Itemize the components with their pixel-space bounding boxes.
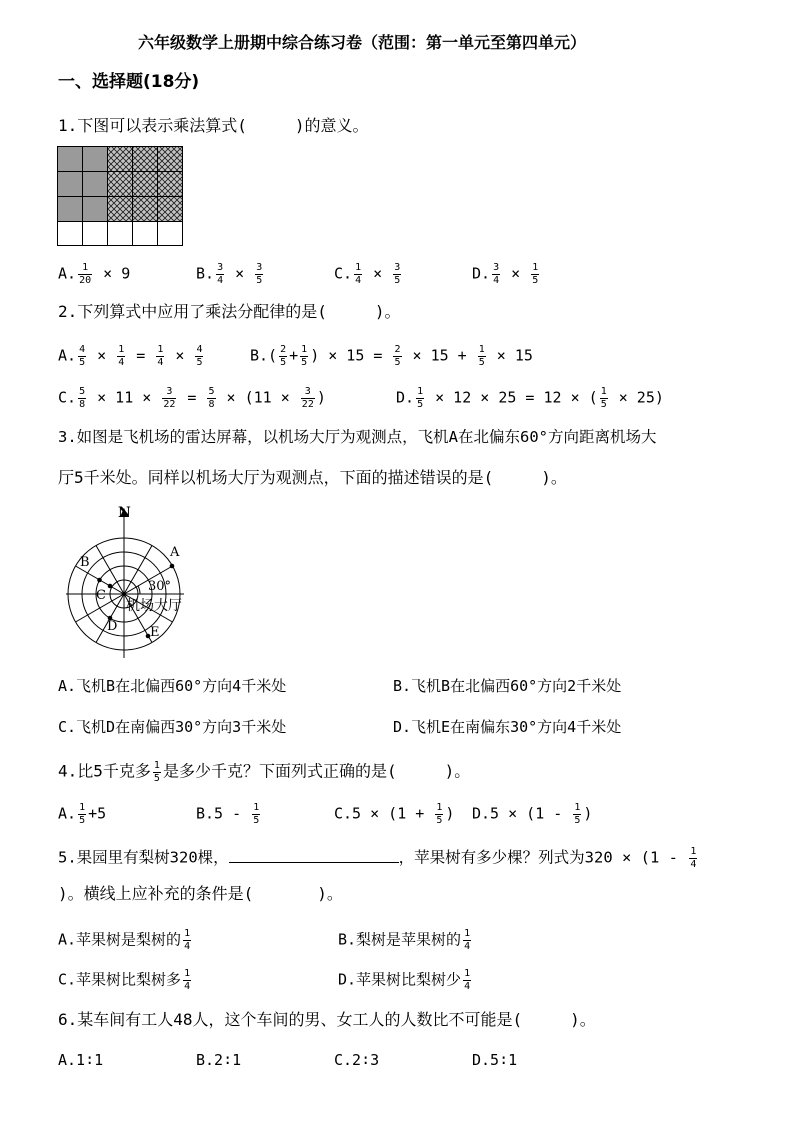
section-heading-choice: 一、选择题(18分) [58,72,200,92]
text-segment: A. [58,264,77,283]
fraction-denominator: 4 [355,274,362,286]
figure-label-c: C [96,588,106,603]
fraction-numerator: 1 [184,928,191,939]
fraction [78,344,86,368]
fraction-denominator: 5 [253,814,260,826]
text-segment: D. [472,264,491,283]
fraction [435,802,443,826]
question-3-stem-line2: 厅5千米处。同样以机场大厅为观测点，下面的描述错误的是( )。 [58,468,567,487]
fraction [600,386,608,410]
text-segment: 是多少千克？下面列式正确的是( )。 [162,761,471,781]
text-segment: C. [58,388,77,407]
question-5-stem-line1 [58,846,699,870]
fraction [216,262,224,286]
fraction-numerator: 1 [600,386,607,397]
text-segment: ) [445,804,455,823]
fraction-numerator: 1 [79,802,86,813]
question-1-option-b[interactable] [196,262,265,286]
fraction [300,344,308,368]
text-segment: × [166,346,194,365]
text-segment: +5 [88,804,107,823]
text-segment: × 15 [487,346,533,365]
text-segment: D. [396,388,415,407]
fraction-numerator: 1 [464,928,471,939]
fraction-numerator: 3 [162,386,176,399]
text-segment: B.5 - [196,804,251,823]
text-segment: C. [334,264,353,283]
question-6-option-d[interactable]: D.5∶1 [472,1051,518,1069]
fraction-numerator: 1 [184,968,191,979]
text-segment: ) × 15 = [310,346,392,365]
question-4-option-b[interactable] [196,802,262,826]
fraction-numerator: 5 [208,386,215,397]
fraction [463,928,471,952]
fraction-numerator: 1 [690,846,697,857]
fraction-denominator: 5 [79,814,86,826]
text-segment: B.梨树是苹果树的 [338,930,462,949]
fraction-denominator: 8 [79,398,86,410]
fraction-denominator: 20 [79,274,92,286]
fraction [78,386,86,410]
text-segment: × (11 × [217,388,299,407]
fraction-numerator: 2 [394,344,401,355]
question-5-option-b[interactable] [338,928,473,952]
fraction-numerator: 1 [301,344,308,355]
question-1-stem: 1.下图可以表示乘法算式( )的意义。 [58,116,369,135]
fraction-denominator: 4 [217,274,224,286]
fraction-denominator: 4 [118,356,125,368]
fraction [207,386,215,410]
text-segment: A. [58,346,77,365]
fraction-denominator: 5 [574,814,581,826]
figure-label-b: B [80,555,90,570]
fraction-denominator: 4 [157,356,164,368]
fraction [393,344,401,368]
fraction [117,344,125,368]
text-segment: A. [58,804,77,823]
fraction-denominator: 4 [184,980,191,992]
figure-hall-label: 机场大厅 [126,598,182,614]
question-6-option-c[interactable]: C.2∶3 [334,1051,380,1069]
question-1-option-c[interactable] [334,262,403,286]
fraction [279,344,287,368]
fraction [354,262,362,286]
figure-label-e: E [150,625,160,640]
text-segment: × 12 × 25 = 12 × ( [426,388,598,407]
fraction [393,262,401,286]
fraction-numerator: 1 [478,344,485,355]
question-6-stem: 6.某车间有工人48人，这个车间的男、女工人的人数比不可能是( )。 [58,1010,596,1029]
question-5-option-c[interactable] [58,968,193,992]
text-segment: × [502,264,530,283]
fraction-numerator: 2 [280,344,287,355]
fraction [183,968,191,992]
question-5-stem-line2: )。横线上应补充的条件是( )。 [58,884,343,903]
question-5-option-a[interactable] [58,928,193,952]
fraction-numerator: 4 [79,344,86,355]
fraction-numerator: 3 [493,262,500,273]
fraction-numerator: 3 [301,386,315,399]
fraction-numerator: 1 [157,344,164,355]
question-2-option-c[interactable] [58,386,326,410]
fraction-denominator: 4 [493,274,500,286]
page-title: 六年级数学上册期中综合练习卷（范围：第一单元至第四单元） [138,33,587,52]
fraction-numerator: 1 [118,344,125,355]
question-1-option-a[interactable] [58,262,130,286]
fraction-denominator: 8 [208,398,215,410]
fraction-numerator: 1 [417,386,424,397]
text-segment: ，苹果树有多少棵？列式为320 × (1 - [398,848,688,867]
question-6-option-a[interactable]: A.1∶1 [58,1051,104,1069]
question-1-grid-figure [57,146,183,246]
fraction-numerator: 1 [153,760,160,771]
text-segment: × 11 × [88,388,161,407]
fraction [301,386,315,410]
text-segment: ) [583,804,593,823]
figure-label-n: N [118,505,131,521]
fraction [78,802,86,826]
text-segment: + [289,346,299,365]
question-4-stem [58,760,470,784]
question-3-option-d[interactable]: D.飞机E在南偏东30°方向4千米处 [393,718,622,736]
figure-label-d: D [107,619,118,634]
question-4-option-d[interactable] [472,802,592,826]
fraction [463,968,471,992]
fraction-numerator: 1 [78,262,92,275]
text-segment: 4.比5千克多 [58,761,151,781]
text-segment: × [88,346,116,365]
text-segment: = [178,388,206,407]
fraction-denominator: 5 [153,772,160,784]
fraction [416,386,424,410]
question-4-option-a[interactable] [58,802,106,826]
fraction [195,344,203,368]
fraction [156,344,164,368]
fraction-denominator: 5 [532,274,539,286]
fraction-numerator: 3 [217,262,224,273]
question-2-option-d[interactable] [396,386,664,410]
text-segment: C.5 × (1 + [334,804,434,823]
fraction-denominator: 4 [184,940,191,952]
fraction-numerator: 1 [464,968,471,979]
fraction-denominator: 4 [464,980,471,992]
text-segment: × 9 [94,264,131,283]
fraction-numerator: 5 [79,386,86,397]
fraction-numerator: 4 [196,344,203,355]
question-3-option-a[interactable]: A.飞机B在北偏西60°方向4千米处 [58,677,287,695]
text-segment: B.( [250,346,278,365]
fraction-denominator: 5 [280,356,287,368]
fraction-denominator: 5 [256,274,263,286]
question-2-option-b[interactable] [250,344,533,368]
fraction-numerator: 1 [574,802,581,813]
fraction-numerator: 1 [355,262,362,273]
text-segment: × 25) [609,388,664,407]
fraction [78,262,92,286]
question-3-option-c[interactable]: C.飞机D在南偏西30°方向3千米处 [58,718,287,736]
fraction [183,928,191,952]
fraction [162,386,176,410]
fraction-denominator: 5 [301,356,308,368]
fraction-denominator: 5 [394,274,401,286]
fraction-numerator: 1 [532,262,539,273]
text-segment: × [226,264,254,283]
text-segment: B. [196,264,215,283]
question-5-option-d[interactable] [338,968,473,992]
fraction-numerator: 3 [394,262,401,273]
fraction [531,262,539,286]
fraction-denominator: 5 [79,356,86,368]
question-4-option-c[interactable] [334,802,454,826]
radar-figure [52,500,212,664]
fraction-denominator: 22 [163,398,176,410]
text-segment: = [127,346,155,365]
fraction [492,262,500,286]
fraction-denominator: 5 [394,356,401,368]
text-segment: × 15 + [403,346,476,365]
text-segment: 5.果园里有梨树320棵， [58,848,229,867]
question-3-stem-line1: 3.如图是飞机场的雷达屏幕，以机场大厅为观测点，飞机A在北偏东60°方向距离机场大 [58,428,657,446]
fraction-denominator: 5 [436,814,443,826]
text-segment: C.苹果树比梨树多 [58,970,182,989]
text-segment: ) [316,388,326,407]
fraction [573,802,581,826]
question-2-option-a[interactable] [58,344,205,368]
fraction-denominator: 4 [690,858,697,870]
fraction-denominator: 5 [417,398,424,410]
fraction-denominator: 5 [196,356,203,368]
text-segment: × [364,264,392,283]
answer-blank-line [229,848,399,863]
fraction-denominator: 5 [478,356,485,368]
fraction-numerator: 3 [256,262,263,273]
fraction-numerator: 1 [436,802,443,813]
figure-angle-label: 30° [148,579,172,594]
fraction-denominator: 4 [464,940,471,952]
question-1-option-d[interactable] [472,262,541,286]
fraction [689,846,697,870]
fraction [153,760,161,784]
text-segment: D.5 × (1 - [472,804,572,823]
text-segment: D.苹果树比梨树少 [338,970,462,989]
fraction [255,262,263,286]
fraction-denominator: 22 [301,398,314,410]
question-3-option-b[interactable]: B.飞机B在北偏西60°方向2千米处 [393,677,622,695]
text-segment: A.苹果树是梨树的 [58,930,182,949]
fraction-denominator: 5 [600,398,607,410]
fraction [252,802,260,826]
question-6-option-b[interactable]: B.2∶1 [196,1051,242,1069]
fraction [478,344,486,368]
figure-label-a: A [170,545,180,560]
question-2-stem: 2.下列算式中应用了乘法分配律的是( )。 [58,302,401,321]
fraction-numerator: 1 [253,802,260,813]
